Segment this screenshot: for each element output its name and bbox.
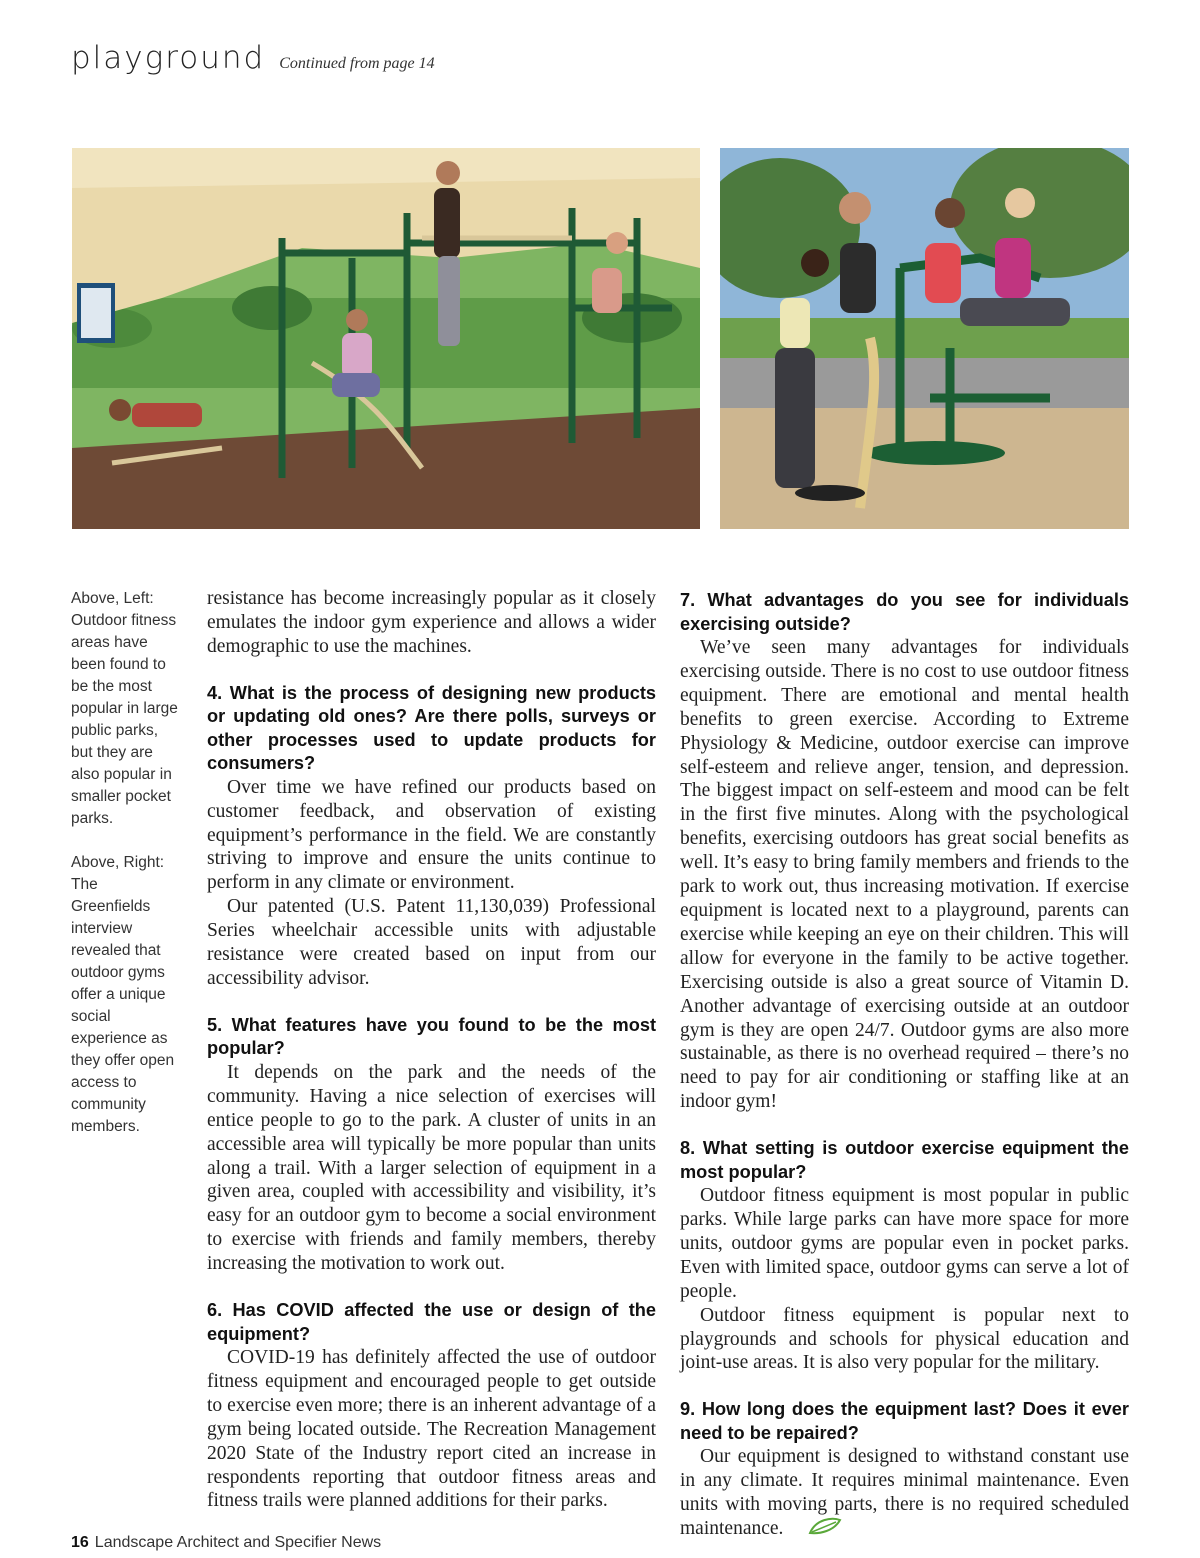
page-number: 16	[71, 1534, 89, 1551]
photo-captions	[71, 588, 179, 1160]
answer-5-paragraph: It depends on the park and the needs of the community. Having a nice selection of exercises will entice people to go to the park. A cluster of units in an accessible area will typically be more popular than units along a trail. With a larger selection of equipment in a given area, coupled with accessibility and visibility, it’s easy for an outdoor gym to become a social environment to exercise with friends and family members, thereby increasing the motivation to work out.	[207, 1061, 656, 1275]
answer-6-paragraph: COVID-19 has definitely affected the use of outdoor fitness equipment and encouraged people to get outside to exercise even more; there is an inherent advantage of a gym being located outside. The Recreation Management 2020 State of the Industry report cited an increase in respondents reporting that outdoor fitness areas and fitness trails were planned additions for their parks.	[207, 1347, 656, 1512]
article-column-middle	[207, 587, 656, 1513]
question-7-heading: 7. What advantages do you see for individuals exercising outside?	[680, 590, 1129, 634]
question-5-heading: 5. What features have you found to be the most popular?	[207, 1014, 656, 1059]
answer-4-paragraph-1: Over time we have refined our products based on customer feedback, and observation of existing equipment’s performance in the field. We are constantly striving to improve and ensure the units continue to perform in any climate or environment.	[207, 776, 656, 894]
answer-9-paragraph	[680, 1445, 1129, 1542]
caption-right: Above, Right: The Greenfields interview revealed that outdoor gyms offer a unique social experience as they offer open access to community members.	[71, 854, 175, 1135]
answer-9-text: Our equipment is designed to withstand constant use in any climate. It requires minimal maintenance. Even units with moving parts, there is no required scheduled maintenance.	[680, 1446, 1129, 1540]
photo-right-illustration	[720, 148, 1129, 529]
section-title: playground	[71, 40, 266, 76]
caption-left: Above, Left: Outdoor fitness areas have been found to be the most popular in large public parks, but they are also popular in smaller pocket parks.	[71, 590, 178, 827]
photo-left-illustration	[72, 148, 700, 529]
question-9-heading: 9. How long does the equipment last? Does it ever need to be repaired?	[680, 1399, 1129, 1443]
answer-8-paragraph-1: Outdoor fitness equipment is most popular in public parks. While large parks can have more space for more units, outdoor gyms are popular even in pocket parks. Even with limited space, outdoor gyms can serve a lot of people.	[680, 1185, 1129, 1302]
article-paragraph: resistance has become increasingly popular as it closely emulates the indoor gym experience and allows a wider demographic to use the machines.	[207, 588, 656, 657]
question-6-heading: 6. Has COVID affected the use or design of the equipment?	[207, 1300, 656, 1344]
article-column-right	[680, 589, 1129, 1542]
leaf-end-icon	[788, 1517, 842, 1542]
answer-4-paragraph-2: Our patented (U.S. Patent 11,130,039) Professional Series wheelchair accessible units with adjustable resistance were created based on input from our accessibility advisor.	[207, 896, 656, 989]
question-8-heading: 8. What setting is outdoor exercise equipment the most popular?	[680, 1138, 1129, 1182]
page-header	[71, 40, 435, 84]
page-footer	[71, 1534, 381, 1552]
photo-adults-exercising	[720, 148, 1129, 529]
answer-7-paragraph: We’ve seen many advantages for individuals exercising outside. There is no cost to use outdoor fitness equipment. There are emotional and mental health benefits to green exercise. According to Extreme Physiology & Medicine, outdoor exercise can improve self-esteem and relieve anger, tension, and depression. The biggest impact on self-esteem and mood can be felt in the first five minutes. Along with the psychological benefits, exercising outdoors has great social benefits as well. It’s easy to bring family members and friends to the park to work out, thus increasing motivation. If exercise equipment is located next to a playground, parents can exercise while keeping an eye on their children. This will allow for everyone in the family to be active together. Exercising outside is also a great source of Vitamin D. Another advantage of exercising outside at an outdoor gym is they are open 24/7. Outdoor gyms are also more sustainable, as there is no overhead required – there’s no need to pay for air conditioning or staffing like at an indoor gym!	[680, 637, 1129, 1113]
answer-8-paragraph-2: Outdoor fitness equipment is popular next to playgrounds and schools for physical education and joint-use areas. It is also very popular for the military.	[680, 1304, 1129, 1374]
photo-outdoor-fitness-canopy	[72, 148, 700, 529]
publication-name: Landscape Architect and Specifier News	[94, 1534, 382, 1551]
question-4-heading: 4. What is the process of designing new products or updating old ones? Are there polls, surveys or other processes used to update products for consumers?	[207, 682, 656, 774]
continued-note: Continued from page 14	[279, 55, 435, 72]
